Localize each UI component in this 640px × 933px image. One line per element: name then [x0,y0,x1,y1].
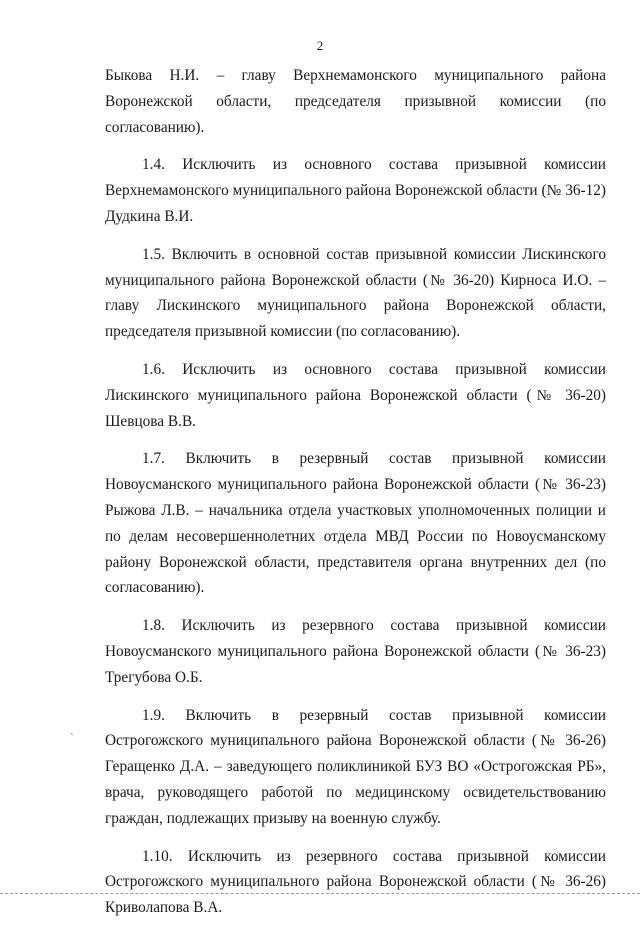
paragraph-item-1-9: 1.9. Включить в резервный состав призывной комиссии Острогожского муниципального района Воронежской области (№ 36-26) Геращенко Д.А. – заведующего поликлиникой БУЗ ВО «Острогожская РБ», врача, руководящего работой по медицинскому освидетельствованию граждан, подлежащих призыву на военную службу. [105,706,606,827]
paragraph-item-1-8: 1.8. Исключить из резервного состава призывной комиссии Новоусманского муниципального района Воронежской области (№ 36-23) Трегубова О.Б. [105,617,606,686]
scan-edge-line [0,893,640,894]
paragraph-item-1-10: 1.10. Исключить из резервного состава призывной комиссии Острогожского муниципального района Воронежской области (№ 36-26) Криволапова В.А. [105,847,606,917]
paragraph-continuation: Быкова Н.И. – главу Верхнемамонского муниципального района Воронежской области, председателя призывной комиссии (по согласованию). [105,67,606,136]
paragraph-item-1-6: 1.6. Исключить из основного состава призывной комиссии Лискинского муниципального района Воронежской области (№ 36-20) Шевцова В.В. [105,360,606,430]
paragraph-item-1-5: 1.5. Включить в основной состав призывной комиссии Лискинского муниципального района Воронежской области (№ 36-20) Кирноса И.О. – главу Лискинского муниципального района Воронежской области, председателя призывной комиссии (по согласованию). [105,245,606,341]
page-number: 2 [316,38,324,53]
stray-scan-mark: ` [70,732,74,744]
document-body [105,63,606,933]
paragraph-item-1-7: 1.7. Включить в резервный состав призывной комиссии Новоусманского муниципального района Воронежской области (№ 36-23) Рыжова Л.В. – начальника отдела участковых уполномоченных полиции и по делам несовершеннолетних отдела МВД России по Новоусманскому району Воронежской области, представителя органа внутренних дел (по согласованию). [105,450,606,597]
paragraph-item-1-4: 1.4. Исключить из основного состава призывной комиссии Верхнемамонского муниципального района Воронежской области (№ 36-12) Дудкина В.И. [105,156,606,225]
